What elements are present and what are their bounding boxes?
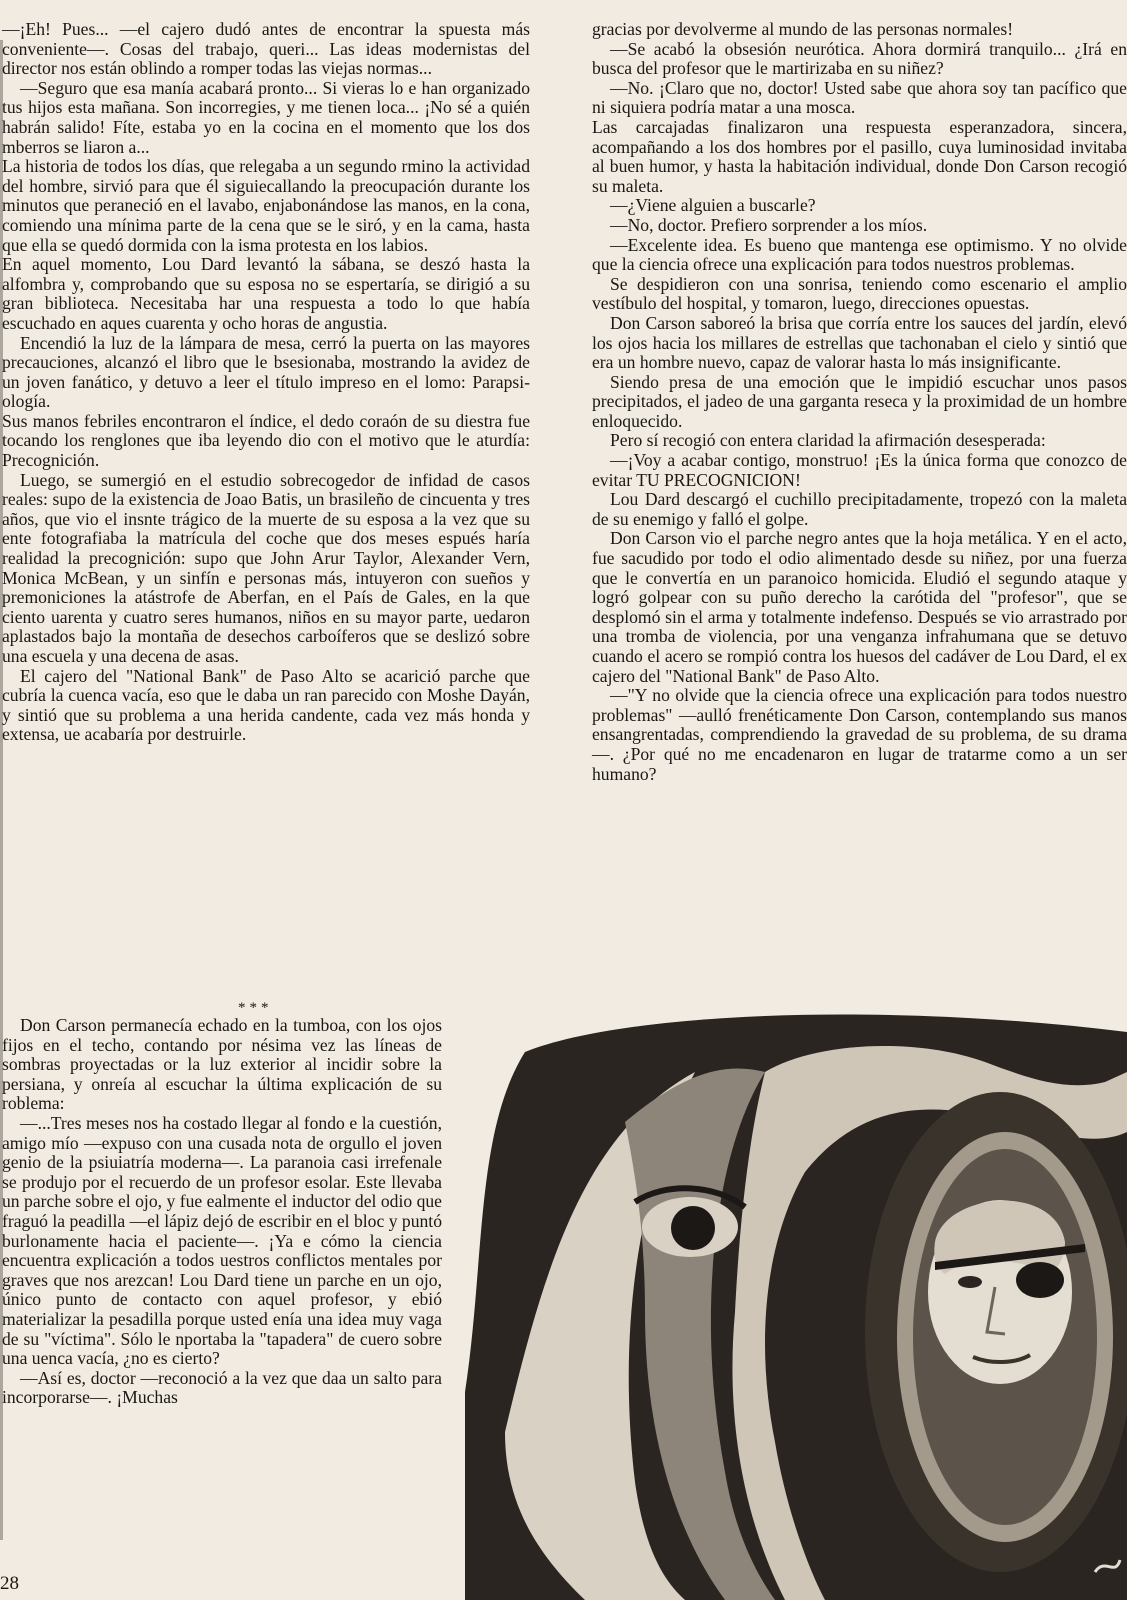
paragraph: —¡Eh! Pues... —el cajero dudó antes de encontrar la spuesta más conveniente—. Cosas del trabajo, queri... Las ideas modernistas del director nos están oblindo a romper todas las viejas normas...	[2, 19, 530, 79]
page-number: 28	[0, 1573, 19, 1594]
paragraph: El cajero del "National Bank" de Paso Alto se acarició parche que cubría la cuenca vacía, eso que le daba un ran parecido con Moshe Dayán, y sintió que su problema a una herida candente, cada vez más honda y extensa, ue acabaría por destruirle.	[2, 665, 530, 745]
paragraph: En aquel momento, Lou Dard levantó la sábana, se deszó hasta la alfombra y, comprobando que su esposa no se espertaría, se dirigió a su gran biblioteca. Necesitaba har una respuesta a todo lo que había escuchado en aques cuarenta y ocho horas de angustia.	[2, 254, 530, 333]
left-column-top	[2, 20, 530, 745]
paragraph: Pero sí recogió con entera claridad la afirmación desesperada:	[610, 430, 1046, 451]
section-separator: ***	[238, 1000, 273, 1016]
paragraph: Encendió la luz de la lámpara de mesa, cerró la puerta on las mayores precauciones, alcanzó el libro que le bsesionaba, mostrando la avidez de un joven fanático, y detuvo a leer el título impreso en el lomo: Parapsiología.	[2, 332, 530, 412]
paragraph: —"Y no olvide que la ciencia ofrece una explicación para todos nuestro problemas" —aulló frenéticamente Don Carson, contemplando sus manos ensangrentadas, comprendiendo la gravedad de su problema, de su drama—. ¿Por qué no me encadenaron en lugar de tratarme como a un ser humano?	[592, 685, 1127, 784]
right-column	[592, 20, 1127, 784]
paragraph: Lou Dard descargó el cuchillo precipitadamente, tropezó con la maleta de su enemigo y falló el golpe.	[592, 489, 1127, 529]
paragraph: Se despidieron con una sonrisa, teniendo como escenario el amplio vestíbulo del hospital, y tomaron, luego, direcciones opuestas.	[592, 273, 1127, 314]
eye-patch-man-illustration	[465, 1012, 1127, 1600]
paragraph: —¡Voy a acabar contigo, monstruo! ¡Es la única forma que conozco de evitar TU PRECOGNICION!	[592, 450, 1127, 490]
paragraph: —Se acabó la obsesión neurótica. Ahora dormirá tranquilo... ¿Irá en busca del profesor que le martirizaba en su niñez?	[592, 38, 1127, 79]
paragraph: Don Carson permanecía echado en la tumboa, con los ojos fijos en el techo, contando por nésima vez las líneas de sombras proyectadas or la luz exterior al incidir sobre la persiana, y onreía al escuchar la última explicación de su roblema:	[2, 1015, 442, 1114]
paragraph: —Seguro que esa manía acabará pronto... Si vieras lo e han organizado tus hijos esta mañana. Son incorregies, y me tienen loca... ¡No sé a quién habrán salido! Fíte, estaba yo en la cocina en el momento que los dos mberros se liaron a...	[2, 77, 530, 157]
paragraph: —No. ¡Claro que no, doctor! Usted sabe que ahora soy tan pacífico que ni siquiera podría matar a una mosca.	[592, 77, 1127, 118]
paragraph: —Así es, doctor —reconoció a la vez que daa un salto para incorporarse—. ¡Muchas	[2, 1367, 442, 1408]
paragraph: —...Tres meses nos ha costado llegar al fondo e la cuestión, amigo mío —expuso con una cusada nota de orgullo el joven genio de la psiuiatría moderna—. La paranoia casi irrefenale se produjo por el recuerdo de un profesor esolar. Este llevaba un parche sobre el ojo, y fue ealmente el inductor del odio que fraguó la peadilla —el lápiz dejó de escribir en el bloc y puntó burlonamente hacia el paciente—. ¡Ya e cómo la ciencia encuentra explicación a todos uestros conflictos mentales por graves que nos arezcan! Lou Dard tiene un parche en un ojo, único punto de contacto con aquel profesor, y ebió materializar la pesadilla porque usted enía una idea muy vaga de su "víctima". Sólo le nportaba la "tapadera" de cuero sobre una uenca vacía, ¿no es cierto?	[2, 1112, 442, 1369]
paragraph: Don Carson saboreó la brisa que corría entre los sauces del jardín, elevó los ojos hacia los millares de estrellas que tachonaban el cielo y sintió que era un hombre nuevo, capaz de valorar hasta lo más insignificante.	[592, 312, 1127, 373]
paragraph: Siendo presa de una emoción que le impidió escuchar unos pasos precipitados, el jadeo de una garganta reseca y la proximidad de un hombre enloquecido.	[592, 371, 1127, 431]
paragraph: gracias por devolverme al mundo de las personas normales!	[592, 19, 1014, 39]
left-column-bottom	[2, 1016, 442, 1408]
paragraph: —Excelente idea. Es bueno que mantenga ese optimismo. Y no olvide que la ciencia ofrece una explicación para todos nuestros problemas.	[592, 234, 1127, 275]
paragraph: —¿Viene alguien a buscarle?	[610, 195, 816, 216]
paragraph: Las carcajadas finalizaron una respuesta esperanzadora, sincera, acompañando a los dos hombres por el pasillo, cuya luminosidad invitaba al buen humor, y hasta la habitación individual, donde Don Carson recogió su maleta.	[592, 116, 1127, 196]
paragraph: Luego, se sumergió en el estudio sobrecogedor de infidad de casos reales: supo de la existencia de Joao Batis, un brasileño de cincuenta y tres años, que vio el insnte trágico de la muerte de su esposa a la vez que su ente fotografiaba la matrícula del coche que dos meses espués haría realidad la precognición: supo que John Arur Taylor, Alexander Vern, Monica McBean, y un sinfín e personas más, intuyeron con sueños y premoniciones la atástrofe de Aberfan, en el País de Gales, en la que ciento uarenta y cuatro seres humanos, niños en su mayor parte, uedaron aplastados bajo la montaña de desechos carboíferos que se deslizó sobre una escuela y una decena de asas.	[2, 469, 530, 666]
paragraph: Don Carson vio el parche negro antes que la hoja metálica. Y en el acto, fue sacudido por todo el odio alimentado desde su niñez, por una fuerza que le convertía en un paranoico homicida. Eludió el segundo ataque y logró golpear con su puño derecho la carótida del "profesor", que se desplomó sin el arma y totalmente indefenso. Después se vio arrastrado por una tromba de violencia, por una venganza infrahumana que se detuvo cuando el acero se rompió contra los huesos del cadáver de Lou Dard, el ex cajero del "National Bank" de Paso Alto.	[592, 528, 1127, 686]
paragraph: Sus manos febriles encontraron el índice, el dedo coraón de su diestra fue tocando los renglones que iba leyendo dio con el motivo que le aturdía: Precognición.	[2, 410, 530, 471]
paragraph: La historia de todos los días, que relegaba a un segundo rmino la actividad del hombre, sirvió para que él siguiecallando la preocupación durante los minutos que peraneció en el lavabo, enjabonándose las manos, en la cona, comiendo una mínima parte de la cena que se le siró, y en la cama, hasta que ella se quedó dormida con la isma protesta en los labios.	[2, 156, 530, 255]
paragraph: —No, doctor. Prefiero sorprender a los míos.	[610, 214, 928, 235]
